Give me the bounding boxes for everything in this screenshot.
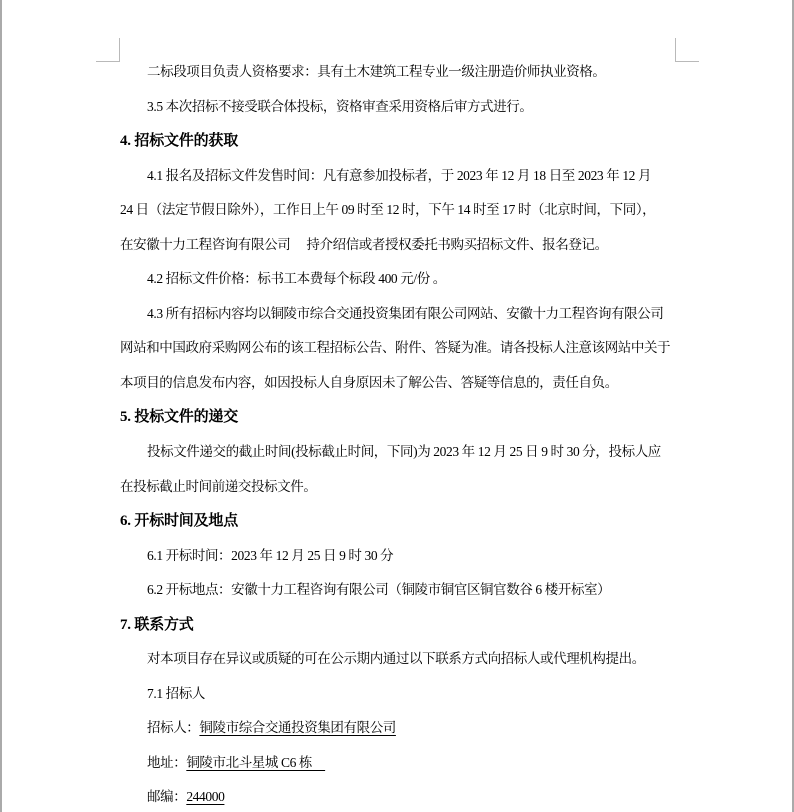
para-4-3: 4.3 所有招标内容均以铜陵市综合交通投资集团有限公司网站、安徽十力工程咨询有限公司: [147, 305, 664, 321]
bidder-value: 铜陵市综合交通投资集团有限公司: [199, 720, 396, 736]
para-4-2: 4.2 招标文件价格：标书工本费每个标段 400 元/份 。: [147, 271, 446, 287]
para-bid-manager-qualification: 二标段项目负责人资格要求：具有土木建筑工程专业一级注册造价师执业资格。: [147, 64, 606, 79]
para-6-2-opening-place: 6.2 开标地点：安徽十力工程咨询有限公司（铜陵市铜官区铜官数谷 6 楼开标室）: [147, 582, 611, 598]
contact-line-postcode: [120, 780, 720, 812]
para-4-1: 4.1 报名及招标文件发售时间：凡有意参加投标者，于 2023 年 12 月 18 日至 2023 年 12 月: [147, 167, 652, 183]
address-value: 铜陵市北斗星城 C6 栋: [186, 754, 326, 770]
document-body: [120, 55, 720, 812]
contact-line-address: [120, 746, 720, 781]
para-7-1-tenderer: 7.1 招标人: [147, 685, 205, 701]
postcode-value: 244000: [186, 789, 225, 805]
address-label: 地址：: [147, 754, 187, 770]
postcode-label: 邮编：: [147, 789, 187, 805]
heading-section-6: 6. 开标时间及地点: [120, 513, 239, 530]
para-3-5: 3.5 本次招标不接受联合体投标，资格审查采用资格后审方式进行。: [147, 98, 533, 114]
para-5-submission: 投标文件递交的截止时间(投标截止时间，下同)为 2023 年 12 月 25 日 9 时 30 分，投标人应: [147, 444, 661, 460]
para-4-3-cont-1: 网站和中国政府采购网公布的该工程招标公告、附件、答疑为准。请各投标人注意该网站中关于: [120, 340, 671, 356]
heading-section-4: 4. 招标文件的获取: [120, 133, 239, 150]
page-edge-left: [0, 0, 2, 812]
heading-section-5: 5. 投标文件的递交: [120, 409, 239, 426]
para-4-3-cont-2: 本项目的信息发布内容，如因投标人自身原因未了解公告、答疑等信息的，责任自负。: [120, 374, 618, 390]
para-4-1-cont-1: 24 日（法定节假日除外），工作日上午 09 时至 12 时，下午 14 时至 17 时（北京时间，下同），: [120, 202, 656, 218]
para-7-intro: 对本项目存在异议或质疑的可在公示期内通过以下联系方式向招标人或代理机构提出。: [147, 651, 645, 667]
heading-section-7: 7. 联系方式: [120, 616, 194, 633]
bidder-label: 招标人：: [147, 720, 200, 736]
text-boundary-mark-top-left-horizontal: [96, 61, 120, 62]
para-5-submission-cont: 在投标截止时间前递交投标文件。: [120, 478, 317, 494]
para-6-1-opening-time: 6.1 开标时间：2023 年 12 月 25 日 9 时 30 分: [147, 547, 394, 563]
para-4-1-cont-2: 在安徽十力工程咨询有限公司 持介绍信或者授权委托书购买招标文件、报名登记。: [120, 236, 608, 252]
contact-line-bidder: [120, 711, 720, 746]
